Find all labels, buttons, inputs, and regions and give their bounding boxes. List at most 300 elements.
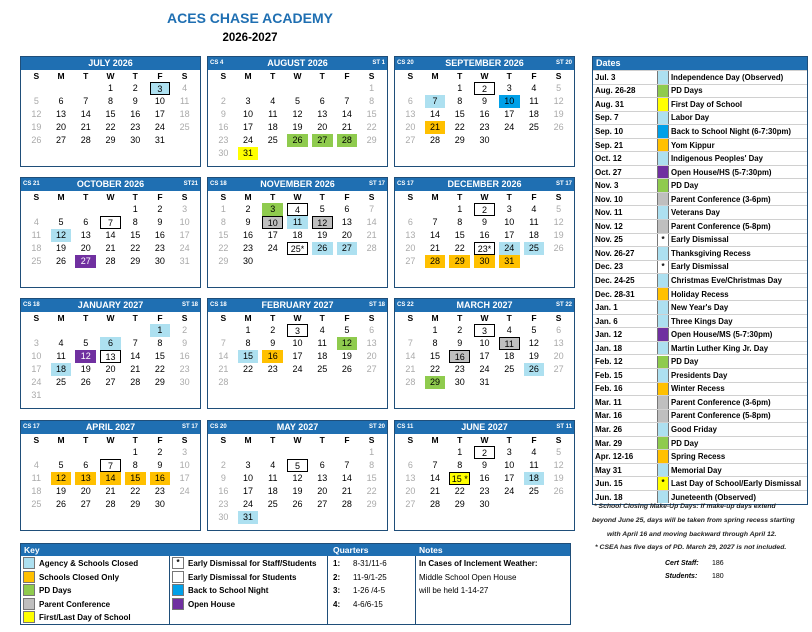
day-cell: 10 bbox=[243, 109, 254, 119]
day-cell: 24 bbox=[499, 242, 520, 255]
day-cell: 13 bbox=[56, 109, 67, 119]
empty-day bbox=[400, 324, 421, 337]
day-cell: 21 bbox=[430, 486, 441, 496]
key-heading: Key bbox=[24, 545, 40, 555]
event-label: Presidents Day bbox=[671, 370, 728, 380]
color-swatch: * bbox=[657, 477, 669, 490]
month-header bbox=[208, 178, 387, 191]
day-cell: 9 bbox=[157, 217, 163, 227]
key-divider bbox=[169, 556, 170, 625]
day-cell: 12 bbox=[75, 350, 96, 363]
day-cell: 3 bbox=[150, 82, 171, 95]
day-cell: 23* bbox=[474, 242, 495, 255]
weekday-header: S bbox=[33, 192, 40, 202]
event-label: Early Dismissal bbox=[671, 262, 729, 272]
month-header bbox=[21, 57, 200, 70]
day-cell: 11 bbox=[31, 473, 42, 483]
key-swatch bbox=[172, 571, 184, 583]
day-cell: 20 bbox=[80, 243, 91, 253]
day-cell: 6 bbox=[407, 217, 413, 227]
day-cell: 16 bbox=[218, 122, 229, 132]
day-cell: 13 bbox=[317, 473, 328, 483]
empty-day bbox=[26, 324, 47, 337]
date-label: Mar. 16 bbox=[595, 411, 623, 421]
day-cell: 5 bbox=[287, 459, 308, 472]
day-cell: 3 bbox=[287, 324, 308, 337]
date-row bbox=[593, 178, 807, 192]
day-cell: 4 bbox=[506, 325, 512, 335]
weekday-header: W bbox=[293, 71, 302, 81]
date-row bbox=[593, 382, 807, 396]
quarter-number: 2: bbox=[333, 572, 341, 582]
day-cell: 23 bbox=[267, 364, 278, 374]
month-calendar bbox=[20, 420, 201, 531]
weekday-header: W bbox=[106, 313, 115, 323]
day-cell: 21 bbox=[105, 243, 116, 253]
day-cell: 14 bbox=[405, 351, 416, 361]
month-grid bbox=[21, 70, 200, 147]
date-label: Mar. 29 bbox=[595, 438, 623, 448]
date-row bbox=[593, 205, 807, 219]
key-divider bbox=[415, 556, 416, 625]
date-label: Jan. 1 bbox=[595, 303, 618, 313]
day-cell: 22 bbox=[130, 486, 141, 496]
day-cell: 11 bbox=[287, 216, 308, 229]
month-name: SEPTEMBER 2026 bbox=[445, 58, 524, 68]
weekday-header: F bbox=[531, 313, 537, 323]
weekday-header: M bbox=[57, 192, 65, 202]
month-name: NOVEMBER 2026 bbox=[260, 179, 335, 189]
empty-day bbox=[400, 203, 421, 216]
day-cell: 18 bbox=[292, 230, 303, 240]
day-cell: 10 bbox=[262, 216, 283, 229]
day-cell: 25 bbox=[267, 499, 278, 509]
day-cell: 26 bbox=[80, 377, 91, 387]
event-label: Open House/HS (5-7:30pm) bbox=[671, 167, 772, 177]
day-cell: 17 bbox=[243, 122, 254, 132]
day-cell: 30 bbox=[479, 499, 490, 509]
day-cell: 30 bbox=[130, 135, 141, 145]
day-cell: 16 bbox=[179, 351, 190, 361]
month-cs-count: CS 4 bbox=[210, 60, 224, 66]
month-name: JANUARY 2027 bbox=[77, 300, 144, 310]
color-swatch bbox=[657, 437, 669, 450]
day-cell: 7 bbox=[132, 338, 138, 348]
day-cell: 29 bbox=[105, 135, 116, 145]
day-cell: 19 bbox=[553, 230, 564, 240]
day-cell: 2 bbox=[457, 325, 463, 335]
date-label: Nov. 12 bbox=[595, 221, 623, 231]
day-cell: 23 bbox=[154, 486, 165, 496]
weekday-header: M bbox=[431, 313, 439, 323]
day-cell: 27 bbox=[405, 256, 416, 266]
day-cell: 8 bbox=[157, 338, 163, 348]
day-cell: 28 bbox=[337, 134, 358, 147]
key-swatch bbox=[23, 571, 35, 583]
day-cell: 3 bbox=[506, 447, 512, 457]
month-st-count: ST 20 bbox=[555, 60, 572, 66]
event-label: Last Day of School/Early Dismissal bbox=[671, 479, 801, 489]
day-cell: 10 bbox=[504, 217, 515, 227]
weekday-header: W bbox=[106, 192, 115, 202]
empty-day bbox=[100, 324, 121, 337]
weekday-header: T bbox=[319, 313, 325, 323]
day-cell: 27 bbox=[317, 499, 328, 509]
key-swatch bbox=[23, 598, 35, 610]
quarter-number: 1: bbox=[333, 559, 341, 568]
date-row bbox=[593, 138, 807, 152]
key-swatch bbox=[23, 557, 35, 569]
day-cell: 22 bbox=[154, 364, 165, 374]
weekday-header: S bbox=[368, 71, 375, 81]
day-cell: 3 bbox=[474, 324, 495, 337]
date-label: Jan. 6 bbox=[595, 316, 618, 326]
weekday-header: F bbox=[157, 313, 163, 323]
month-cs-count: CS 22 bbox=[397, 302, 414, 308]
day-cell: 2 bbox=[245, 204, 251, 214]
color-swatch bbox=[657, 166, 669, 179]
date-row bbox=[593, 409, 807, 423]
weekday-header: T bbox=[132, 435, 138, 445]
day-cell: 25 bbox=[31, 499, 42, 509]
color-swatch bbox=[657, 315, 669, 328]
month-st-count: ST 20 bbox=[368, 424, 385, 430]
day-cell: 16 bbox=[479, 473, 490, 483]
date-label: Nov. 11 bbox=[595, 208, 623, 218]
day-cell: 25 bbox=[524, 242, 545, 255]
key-swatch bbox=[23, 611, 35, 623]
event-label: Holiday Recess bbox=[671, 289, 729, 299]
day-cell: 13 bbox=[405, 109, 416, 119]
weekday-header: M bbox=[244, 192, 252, 202]
day-cell: 26 bbox=[553, 486, 564, 496]
day-cell: 23 bbox=[218, 135, 229, 145]
day-cell: 9 bbox=[182, 338, 188, 348]
day-cell: 15 bbox=[218, 230, 229, 240]
day-cell: 15 bbox=[105, 109, 116, 119]
day-cell: 16 bbox=[243, 230, 254, 240]
empty-day bbox=[100, 203, 121, 216]
key-divider bbox=[327, 556, 328, 625]
day-cell: 27 bbox=[553, 364, 564, 374]
day-cell: 13 bbox=[366, 338, 377, 348]
color-swatch bbox=[657, 464, 669, 477]
day-cell: 2 bbox=[132, 83, 138, 93]
day-cell: 10 bbox=[179, 217, 190, 227]
date-row bbox=[593, 260, 807, 274]
month-calendar bbox=[207, 177, 388, 288]
day-cell: 29 bbox=[218, 256, 229, 266]
event-label: Indigenous Peoples' Day bbox=[671, 154, 763, 164]
month-st-count: ST 22 bbox=[555, 302, 572, 308]
empty-day bbox=[287, 446, 308, 459]
day-cell: 17 bbox=[243, 486, 254, 496]
day-cell: 21 bbox=[341, 486, 352, 496]
month-header bbox=[208, 421, 387, 434]
quarter-range: 4-6/6-15 bbox=[353, 599, 383, 609]
weekday-header: T bbox=[506, 192, 512, 202]
date-label: Feb. 15 bbox=[595, 370, 623, 380]
month-cs-count: CS 18 bbox=[210, 181, 227, 187]
date-row bbox=[593, 246, 807, 260]
day-cell: 30 bbox=[218, 512, 229, 522]
day-cell: 24 bbox=[267, 243, 278, 253]
date-row bbox=[593, 84, 807, 98]
day-cell: 30 bbox=[474, 255, 495, 268]
day-cell: 5 bbox=[531, 325, 537, 335]
day-cell: 8 bbox=[132, 217, 138, 227]
day-cell: 29 bbox=[130, 499, 141, 509]
day-cell: 10 bbox=[243, 473, 254, 483]
day-cell: 26 bbox=[56, 256, 67, 266]
day-cell: 20 bbox=[553, 351, 564, 361]
day-cell: 26 bbox=[56, 499, 67, 509]
event-label: Winter Recess bbox=[671, 384, 725, 394]
weekday-header: T bbox=[270, 313, 276, 323]
legend-key bbox=[20, 543, 571, 625]
day-cell: 12 bbox=[553, 460, 564, 470]
event-label: New Year's Day bbox=[671, 303, 729, 313]
event-label: Parent Conference (3-6pm) bbox=[671, 194, 771, 204]
day-cell: 26 bbox=[292, 499, 303, 509]
weekday-header: S bbox=[368, 192, 375, 202]
day-cell: 11 bbox=[499, 337, 520, 350]
quarter-item bbox=[333, 598, 383, 611]
day-cell: 25 bbox=[56, 377, 67, 387]
day-cell: 8 bbox=[107, 96, 113, 106]
key-header bbox=[21, 544, 570, 556]
day-cell: 31 bbox=[479, 377, 490, 387]
day-cell: 2 bbox=[182, 325, 188, 335]
day-cell: 20 bbox=[105, 364, 116, 374]
day-cell: 1 bbox=[132, 447, 138, 457]
day-cell: 25* bbox=[287, 242, 308, 255]
month-grid bbox=[395, 434, 574, 511]
date-row bbox=[593, 165, 807, 179]
day-cell: 26 bbox=[341, 364, 352, 374]
event-label: Yom Kippur bbox=[671, 140, 715, 150]
day-cell: 18 bbox=[179, 109, 190, 119]
day-cell: 12 bbox=[528, 338, 539, 348]
day-cell: 4 bbox=[33, 217, 39, 227]
month-st-count: ST 17 bbox=[181, 424, 198, 430]
day-cell: 23 bbox=[454, 364, 465, 374]
day-cell: 22 bbox=[130, 243, 141, 253]
day-cell: 24 bbox=[179, 486, 190, 496]
date-row bbox=[593, 463, 807, 477]
day-cell: 6 bbox=[556, 325, 562, 335]
day-cell: 24 bbox=[504, 486, 515, 496]
day-cell: 28 bbox=[105, 499, 116, 509]
day-cell: 5 bbox=[58, 217, 64, 227]
day-cell: 21 bbox=[430, 243, 441, 253]
day-cell: 19 bbox=[31, 122, 42, 132]
weekday-header: S bbox=[181, 313, 188, 323]
color-swatch bbox=[657, 450, 669, 463]
weekday-header: W bbox=[480, 313, 489, 323]
color-swatch bbox=[657, 85, 669, 98]
color-swatch bbox=[657, 383, 669, 396]
key-item bbox=[23, 571, 119, 584]
day-cell: 16 bbox=[449, 350, 470, 363]
date-row bbox=[593, 476, 807, 490]
key-note: will be held 1-14-27 bbox=[419, 586, 489, 595]
day-cell: 18 bbox=[528, 109, 539, 119]
day-cell: 27 bbox=[80, 499, 91, 509]
day-cell: 30 bbox=[454, 377, 465, 387]
color-swatch bbox=[657, 220, 669, 233]
empty-day bbox=[312, 446, 333, 459]
weekday-header: M bbox=[244, 313, 252, 323]
empty-day bbox=[400, 82, 421, 95]
day-cell: 21 bbox=[80, 122, 91, 132]
color-swatch: * bbox=[657, 261, 669, 274]
day-cell: 31 bbox=[238, 147, 259, 160]
month-header bbox=[208, 299, 387, 312]
day-cell: 17 bbox=[267, 230, 278, 240]
day-cell: 31 bbox=[31, 390, 42, 400]
quarter-item bbox=[333, 557, 387, 570]
event-label: PD Day bbox=[671, 357, 699, 367]
quarter-item bbox=[333, 584, 385, 597]
weekday-header: M bbox=[57, 313, 65, 323]
weekday-header: S bbox=[220, 71, 227, 81]
day-cell: 28 bbox=[430, 499, 441, 509]
day-cell: 6 bbox=[83, 460, 89, 470]
day-cell: 11 bbox=[529, 460, 539, 470]
event-label: Parent Conference (5-8pm) bbox=[671, 221, 771, 231]
day-cell: 24 bbox=[243, 135, 254, 145]
day-cell: 21 bbox=[425, 121, 446, 134]
date-label: Feb. 16 bbox=[595, 384, 623, 394]
key-label: Open House bbox=[188, 599, 236, 609]
day-cell: 28 bbox=[366, 243, 377, 253]
day-cell: 22 bbox=[454, 122, 465, 132]
date-label: May 31 bbox=[595, 465, 622, 475]
day-cell: 13 bbox=[553, 338, 564, 348]
day-cell: 5 bbox=[58, 460, 64, 470]
weekday-header: T bbox=[132, 192, 138, 202]
date-row bbox=[593, 341, 807, 355]
day-cell: 30 bbox=[154, 256, 165, 266]
day-cell: 24 bbox=[504, 122, 515, 132]
empty-day bbox=[238, 82, 259, 95]
day-cell: 28 bbox=[130, 377, 141, 387]
weekday-header: S bbox=[33, 71, 40, 81]
day-cell: 12 bbox=[51, 229, 72, 242]
weekday-header: S bbox=[407, 435, 414, 445]
day-cell: 28 bbox=[105, 256, 116, 266]
empty-day bbox=[51, 203, 72, 216]
day-cell: 23 bbox=[479, 486, 490, 496]
date-row bbox=[593, 300, 807, 314]
event-label: Christmas Eve/Christmas Day bbox=[671, 275, 782, 285]
day-cell: 20 bbox=[405, 243, 416, 253]
weekday-header: F bbox=[157, 435, 163, 445]
key-item bbox=[23, 557, 138, 570]
color-swatch bbox=[657, 491, 669, 504]
day-cell: 29 bbox=[454, 135, 465, 145]
date-label: Aug. 26-28 bbox=[595, 86, 636, 96]
day-cell: 5 bbox=[344, 325, 350, 335]
month-calendar bbox=[394, 298, 575, 409]
empty-day bbox=[425, 82, 446, 95]
date-row bbox=[593, 354, 807, 368]
day-cell: 14 bbox=[80, 109, 91, 119]
empty-day bbox=[75, 203, 96, 216]
day-cell: 7 bbox=[100, 216, 121, 229]
key-swatch bbox=[172, 598, 184, 610]
month-grid bbox=[21, 434, 200, 511]
weekday-header: S bbox=[33, 313, 40, 323]
weekday-header: S bbox=[555, 313, 562, 323]
day-cell: 27 bbox=[337, 242, 358, 255]
day-cell: 30 bbox=[243, 256, 254, 266]
day-cell: 14 bbox=[100, 472, 121, 485]
day-cell: 12 bbox=[553, 217, 564, 227]
weekday-header: S bbox=[181, 71, 188, 81]
day-cell: 19 bbox=[528, 351, 539, 361]
dates-heading: Dates bbox=[593, 57, 807, 70]
day-cell: 25 bbox=[267, 135, 278, 145]
empty-day bbox=[262, 446, 283, 459]
month-st-count: ST 18 bbox=[181, 302, 198, 308]
weekday-header: T bbox=[457, 435, 463, 445]
key-swatch bbox=[23, 584, 35, 596]
weekday-header: T bbox=[132, 313, 138, 323]
key-label: First/Last Day of School bbox=[39, 613, 131, 622]
day-cell: 2 bbox=[270, 325, 276, 335]
day-cell: 12 bbox=[292, 473, 303, 483]
color-swatch bbox=[657, 301, 669, 314]
key-item bbox=[172, 584, 268, 597]
event-label: Labor Day bbox=[671, 113, 710, 123]
day-cell: 3 bbox=[245, 96, 251, 106]
day-cell: 7 bbox=[432, 460, 438, 470]
day-cell: 4 bbox=[33, 460, 39, 470]
weekday-header: S bbox=[220, 192, 227, 202]
weekday-header: S bbox=[33, 435, 40, 445]
day-cell: 7 bbox=[407, 338, 413, 348]
day-cell: 27 bbox=[56, 135, 67, 145]
day-cell: 1 bbox=[245, 325, 251, 335]
day-cell: 11 bbox=[268, 109, 278, 119]
day-cell: 19 bbox=[80, 364, 91, 374]
key-label: Early Dismissal for Staff/Students bbox=[188, 559, 317, 568]
weekday-header: F bbox=[531, 71, 537, 81]
month-cs-count: CS 21 bbox=[23, 181, 40, 187]
color-swatch bbox=[657, 247, 669, 260]
day-cell: 8 bbox=[432, 338, 438, 348]
day-cell: 14 bbox=[218, 351, 229, 361]
day-cell: 22 bbox=[218, 243, 229, 253]
day-cell: 30 bbox=[218, 148, 229, 158]
weekday-header: T bbox=[457, 192, 463, 202]
day-cell: 24 bbox=[479, 364, 490, 374]
day-cell: 18 bbox=[267, 486, 278, 496]
empty-day bbox=[312, 82, 333, 95]
weekday-header: M bbox=[57, 71, 65, 81]
day-cell: 27 bbox=[75, 255, 96, 268]
day-cell: 9 bbox=[220, 473, 226, 483]
event-label: PD Day bbox=[671, 438, 699, 448]
day-cell: 11 bbox=[179, 96, 190, 106]
day-cell: 29 bbox=[130, 256, 141, 266]
weekday-header: M bbox=[431, 435, 439, 445]
day-cell: 3 bbox=[182, 204, 188, 214]
day-cell: 17 bbox=[504, 473, 515, 483]
day-cell: 24 bbox=[154, 122, 165, 132]
